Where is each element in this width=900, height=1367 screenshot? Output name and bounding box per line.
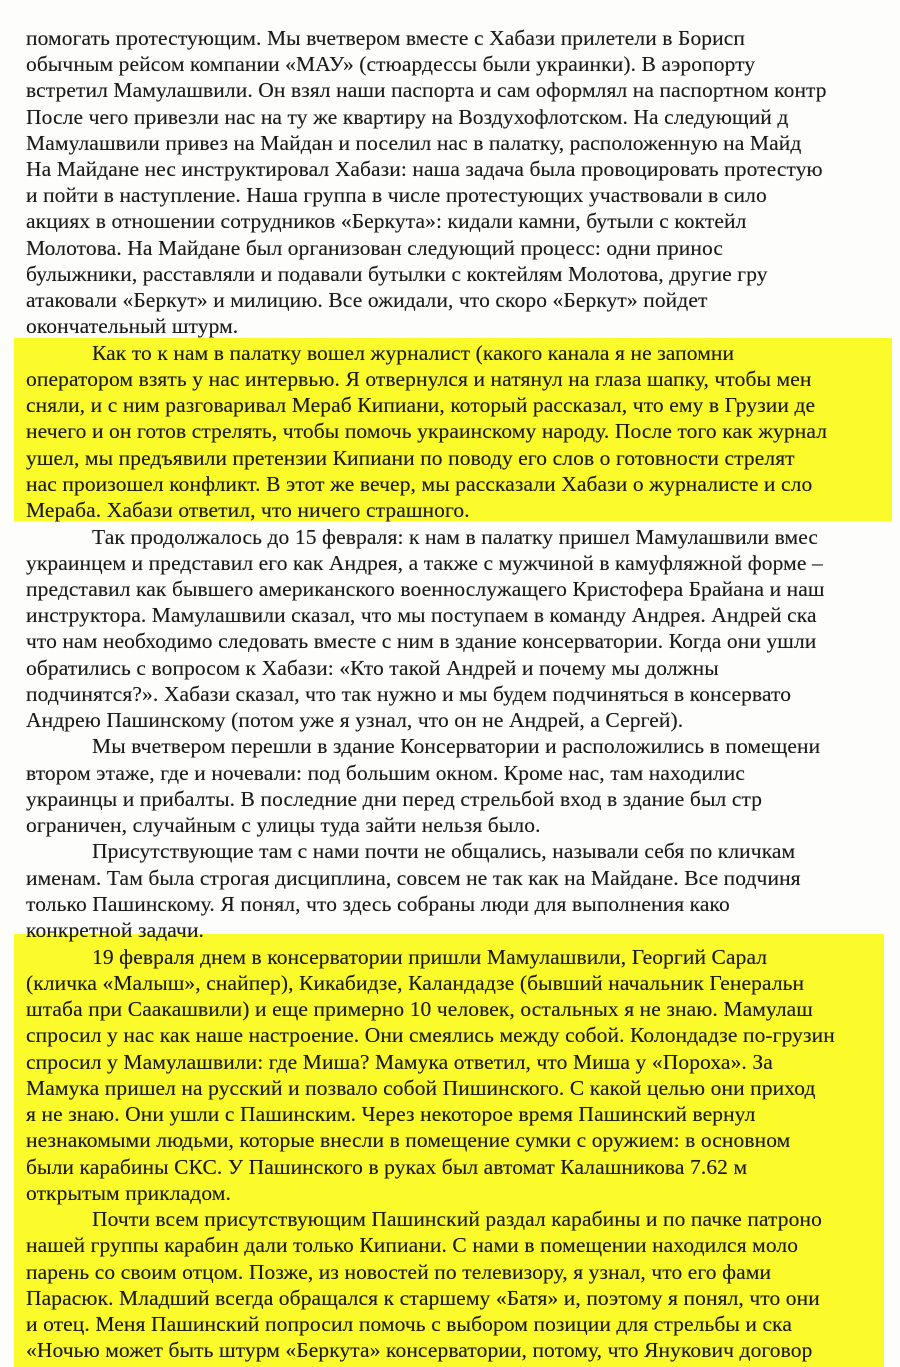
- text-line: спросил у нас как наше настроение. Они смеялись между собой. Колондадзе по-грузин: [26, 1023, 835, 1047]
- text-line: акциях в отношении сотрудников «Беркута»: кидали камни, бутыли с коктейл: [26, 209, 747, 233]
- text-line: представил как бывшего американского военнослужащего Кристофера Брайана и наш: [26, 577, 825, 601]
- text-line: украинцем и представил его как Андрея, а также с мужчиной в камуфляжной форме –: [26, 551, 823, 575]
- text-line: именам. Там была строгая дисциплина, совсем не так как на Майдане. Все подчиня: [26, 866, 801, 890]
- text-line: штаба при Саакашвили) и еще примерно 10 человек, остальных я не знаю. Мамулаш: [26, 997, 813, 1021]
- text-line: Так продолжалось до 15 февраля: к нам в палатку пришел Мамулашвили вмес: [92, 525, 819, 549]
- text-line: только Пашинскому. Я понял, что здесь собраны люди для выполнения како: [26, 892, 730, 916]
- text-line: Мераба. Хабази ответил, что ничего страшного.: [26, 498, 470, 522]
- text-line: оператором взять у нас интервью. Я отвернулся и натянул на глаза шапку, чтобы мен: [26, 367, 812, 391]
- text-line: я не знаю. Они ушли с Пашинским. Через некоторое время Пашинский вернул: [26, 1102, 756, 1126]
- text-line: что нам необходимо следовать вместе с ним в здание консерватории. Когда они ушли: [26, 629, 817, 653]
- text-line: Как то к нам в палатку вошел журналист (какого канала я не запомни: [92, 341, 735, 365]
- text-line: ушел, мы предъявили претензии Кипиани по поводу его слов о готовности стрелят: [26, 446, 795, 470]
- text-line: незнакомыми людьми, которые внесли в помещение сумки с оружием: в основном: [26, 1128, 791, 1152]
- text-line: нечего и он готов стрелять, чтобы помочь украинскому народу. После того как журнал: [26, 419, 828, 443]
- text-line: На Майдане нес инструктировал Хабази: наша задача была провоцировать протестую: [26, 157, 823, 181]
- text-line: помогать протестующим. Мы вчетвером вместе с Хабази прилетели в Борисп: [26, 26, 745, 50]
- text-line: и отец. Меня Пашинский попросил помочь с выбором позиции для стрельбы и ска: [26, 1312, 793, 1336]
- text-line: Присутствующие там с нами почти не общались, называли себя по кличкам: [92, 839, 796, 863]
- text-line: втором этаже, где и ночевали: под большим окном. Кроме нас, там находилис: [26, 761, 746, 785]
- text-line: обратились с вопросом к Хабази: «Кто такой Андрей и почему мы должны: [26, 656, 719, 680]
- text-line: были карабины СКС. У Пашинского в руках был автомат Калашникова 7.62 м: [26, 1155, 748, 1179]
- text-line: сняли, и с ним разговаривал Мераб Кипиани, который рассказал, что ему в Грузии де: [26, 393, 816, 417]
- text-line: 19 февраля днем в консерватории пришли Мамулашвили, Георгий Сарал: [92, 945, 768, 969]
- text-line: открытым прикладом.: [26, 1181, 231, 1205]
- text-line: (кличка «Малыш», снайпер), Кикабидзе, Каландадзе (бывший начальник Генеральн: [26, 971, 805, 995]
- text-line: украинцы и прибалты. В последние дни перед стрельбой вход в здание был стр: [26, 787, 763, 811]
- text-line: подчинятся?». Хабази сказал, что так нужно и мы будем подчиняться в консервато: [26, 682, 792, 706]
- text-line: Почти всем присутствующим Пашинский раздал карабины и по пачке патроно: [92, 1207, 822, 1231]
- text-line: окончательный штурм.: [26, 314, 239, 338]
- text-line: После чего привезли нас на ту же квартиру на Воздухофлотском. На следующий д: [26, 105, 789, 129]
- text-line: конкретной задачи.: [26, 918, 205, 942]
- text-line: инструктора. Мамулашвили сказал, что мы поступаем в команду Андрея. Андрей ска: [26, 603, 817, 627]
- text-line: Молотова. На Майдане был организован следующий процесс: одни принос: [26, 236, 724, 260]
- text-line: встретил Мамулашвили. Он взял наши паспорта и сам оформлял на паспортном контр: [26, 78, 827, 102]
- text-line: «Ночью может быть штурм «Беркута» консерватории, потому, что Янукович договор: [26, 1338, 813, 1362]
- text-line: ограничен, случайным с улицы туда зайти нельзя было.: [26, 813, 541, 837]
- text-line: атаковали «Беркут» и милицию. Все ожидали, что скоро «Беркут» пойдет: [26, 288, 708, 312]
- text-line: Мамулашвили привез на Майдан и поселил нас в палатку, расположенную на Майд: [26, 131, 802, 155]
- text-line: булыжники, расставляли и подавали бутылки с коктейлям Молотова, другие гру: [26, 262, 768, 286]
- text-line: Мы вчетвером перешли в здание Консерватории и расположились в помещени: [92, 734, 821, 758]
- text-line: обычным рейсом компании «МАУ» (стюардессы были украинки). В аэропорту: [26, 52, 756, 76]
- text-line: Парасюк. Младший всегда обращался к старшему «Батя» и, поэтому я понял, что они: [26, 1286, 820, 1310]
- text-line: парень со своим отцом. Позже, из новостей по телевизору, я узнал, что его фами: [26, 1260, 772, 1284]
- text-line: Андрею Пашинскому (потом уже я узнал, что он не Андрей, а Сергей).: [26, 708, 684, 732]
- text-line: нашей группы карабин дали только Кипиани. С нами в помещении находился моло: [26, 1233, 799, 1257]
- text-line: и пойти в наступление. Наша группа в числе протестующих участвовали в сило: [26, 183, 767, 207]
- text-line: Мамука пришел на русский и позвало собой Пишинского. С какой целью они приход: [26, 1076, 816, 1100]
- text-line: нас произошел конфликт. В этот же вечер, мы рассказали Хабази о журналисте и сло: [26, 472, 813, 496]
- text-line: спросил у Мамулашвили: где Миша? Мамука ответил, что Миша у «Пороха». За: [26, 1050, 773, 1074]
